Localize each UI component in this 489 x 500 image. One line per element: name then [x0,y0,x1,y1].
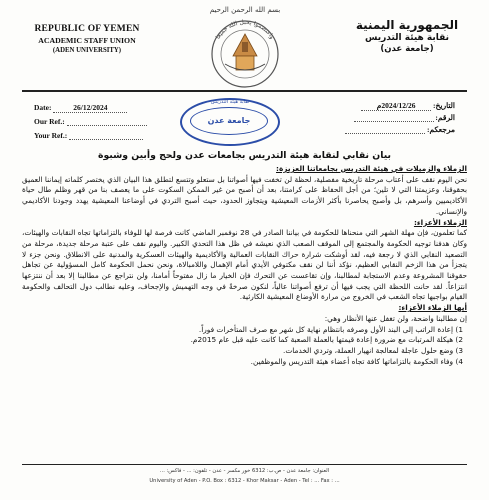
your-ref-line [69,131,143,140]
letterhead-ar-union: نقابة هيئة التدريس [364,33,449,43]
letterhead-union: ACADEMIC STAFF UNION [38,36,136,45]
section-heading-1: الزملاء والزميلات في هيئة التدريس بجامعاتنا العزيزة: [276,164,467,173]
date-field-ar [361,101,455,111]
ar-date-value: 2024/12/26م [361,101,431,111]
letterhead-country: REPUBLIC OF YEMEN [34,24,140,34]
date-label: Date: [34,103,52,112]
stamp-arc-text: نقابة هيئة التدريس [210,99,250,105]
letterhead-arabic [347,18,467,54]
paragraph-3: إن مطالبنا واضحة، ولن تغفل عنها الأنظار وهي: [324,313,467,323]
demand-item: 2) هيكلة المرتبات مع ضرورة إعادة قيمتها بالعملة الصعبة كما كانت عليه قبل عام 2015م. [190,335,463,345]
date-field-en [34,103,127,113]
your-ref-field [34,131,143,140]
letterhead-ar-university: (جامعة عدن) [380,44,434,54]
section-heading-3: أيها الزملاء الأعزاء: [398,303,467,313]
footer-divider [22,464,467,465]
demand-item: 3) وضع حلول عاجلة لمعالجة انهيار العملة، وتردي الخدمات. [283,345,463,355]
date-value: 26/12/2024 [53,103,127,113]
demand-item: 4) وفاء الحكومة بالتزاماتها كافة تجاه أعضاء هيئة التدريس والموظفين. [250,356,463,366]
ar-date-label: التاريخ: [433,101,455,110]
section-heading-2: الزملاء الأعزاء: [413,217,467,227]
ar-ref-line [354,113,434,122]
emblem-arc-text: واعتصموا بحبل الله جميعا [214,18,276,41]
union-emblem-icon [195,4,295,92]
bismillah-text: بسم الله الرحمن الرحيم [209,6,281,14]
header-divider [22,90,467,92]
letterhead-english [22,24,152,54]
ar-refno-line [345,125,425,134]
letterhead-university: (ADEN UNIVERSITY) [52,47,122,54]
stamp-text: جامعة عدن [190,107,268,135]
paragraph-1: نحن اليوم نقف على أعتاب مرحلة تاريخية مفصلية، لحظة لن تخفت فيها أصواتنا بل ستعلو وتتسع لتطلق هذا البيان الذي يختصر كلماته إيماننا العميق بحقوقنا، وعزيمتنا التي لا تلين؛ من أجل الحفاظ على كرامتنا، بعد أن أصبح من غير الممكن السكوت على ما يعصف بنا من قهر وظلم طال حياة الأكاديميين وأسرهم، بل وأصبح يحاصرنا بأكثر الأزمات المعيشية ويتجاوز الحدود، حيث أصبح التردي في أوضاعنا المعيشية يهدد وجودنا الأكاديمي والإنساني. [22,174,467,216]
ar-ref-label: الرقم: [435,113,455,122]
our-ref-line [67,117,147,126]
ar-refno-field [345,125,455,134]
footer-address-en: University of Aden - P.O. Box : 6312 - Khor Maksar - Aden - Tel : ... Fax : ... [149,478,340,484]
ar-ref-field [354,113,455,122]
footer-address-ar: العنوان: جامعة عدن - ص.ب: 6312 خور مكسر - عدن - تلفون: ... - فاكس: ... [159,468,330,474]
university-stamp [180,98,280,146]
your-ref-label: Your Ref.: [34,131,68,140]
paragraph-2: كما تعلمون، فإن مهلة الشهر التي منحناها للحكومة في بياننا الصادر في 28 نوفمبر الماضي كانت فرصة لها للوفاء بالتزاماتها تجاه النقابات والهيئات، وكان هدفنا توجيه الحكومة والمجتمع إلى الموقف الصعب الذي نعيشه في ظل هذا التحدي الكبير. واليوم نقف على عتبة مرحلة جديدة، مرحلة من التصعيد النقابي الذي لا رجعة فيه، لقد أوشكت شرارة حراك النقابات العمالية والأكاديمية والهيئات العسكرية والمدنية على الانطلاق. ونحن جزء لا يتجزأ من هذا الزخم النقابي العظيم، نؤكد أننا لن نقف مكتوفي الأيدي أمام الإهمال واللامبالاة، ونحن نحمل الحكومة كامل المسؤولية عن تجاهل حقوقنا المشروعة وعدم الاستجابة لمطالبنا، وإن تقاعست عن التحرك فإن الخيار ما زال مفتوحاً أمامنا، ولن نتراجع عن مطالبنا إلا بعد أن ننتزعها انتزاعاً. لقد حانت اللحظة التي يجب فيها أن ترفع أصواتنا عالياً، لنكون صرخةً في وجه التهميش والإجحاف، وعليه نطالب دول التحالف والحكومة القيام بواجبها تجاه الشعب في الخروج من مرارة الأوضاع المعيشية الكارثية. [22,228,467,302]
statement-body [22,150,467,367]
letterhead-ar-country: الجمهورية اليمنية [355,18,459,32]
ar-refno-label: مرجعكم: [426,125,455,134]
demand-item: 1) إعادة الراتب إلى البند الأول وصرفه بانتظام نهاية كل شهر مع صرف المتأخرات فوراً. [198,324,463,334]
our-ref-label: Our Ref.: [34,117,65,126]
statement-title: بيان نقابي لنقابة هيئة التدريس بجامعات عدن ولحج وأبين وشبوة [97,150,391,161]
our-ref-field [34,117,147,126]
